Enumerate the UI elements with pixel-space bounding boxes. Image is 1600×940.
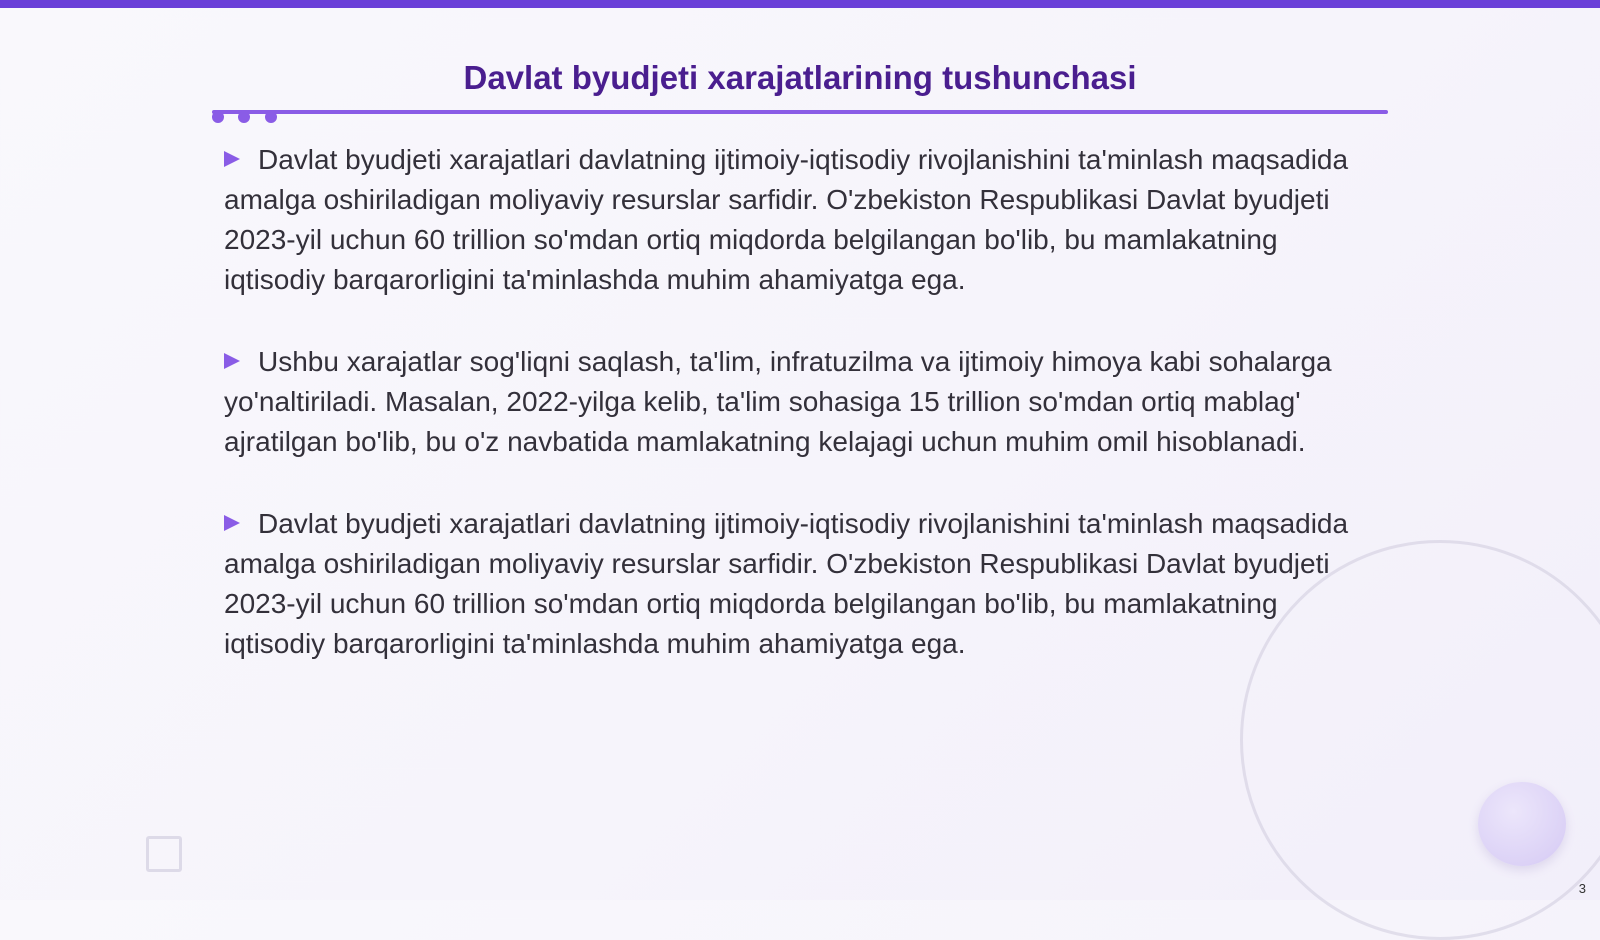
slide-body bbox=[224, 140, 1374, 706]
underline-dot bbox=[212, 111, 224, 123]
bullet-paragraph bbox=[224, 342, 1374, 462]
underline-dot bbox=[238, 111, 250, 123]
paragraph-text: Ushbu xarajatlar sog'liqni saqlash, ta'lim, infratuzilma va ijtimoiy himoya kabi sohalarga yo'naltiriladi. Masalan, 2022-yilga kelib, ta'lim sohasiga 15 trillion so'mdan ortiq mablag' ajratilgan bo'lib, bu o'z navbatida mamlakatning kelajagi uchun muhim omil hisoblanadi. bbox=[224, 346, 1332, 457]
bullet-paragraph bbox=[224, 140, 1374, 300]
bullet-paragraph bbox=[224, 504, 1374, 664]
slide-title: Davlat byudjeti xarajatlarining tushunchasi bbox=[463, 59, 1137, 96]
decorative-square bbox=[146, 836, 182, 872]
underline-dot bbox=[265, 111, 277, 123]
triangle-right-icon bbox=[224, 515, 240, 531]
paragraph-text: Davlat byudjeti xarajatlari davlatning ijtimoiy-iqtisodiy rivojlanishini ta'minlash maqsadida amalga oshiriladigan moliyaviy resurslar sarfidir. O'zbekiston Respublikasi Davlat byudjeti 2023-yil uchun 60 trillion so'mdan ortiq miqdorda belgilangan bo'lib, bu mamlakatning iqtisodiy barqarorligini ta'minlashda muhim ahamiyatga ega. bbox=[224, 144, 1349, 295]
page-number: 3 bbox=[1578, 881, 1586, 896]
triangle-right-icon bbox=[224, 151, 240, 167]
decorative-circle bbox=[1478, 782, 1566, 866]
top-accent-bar bbox=[0, 0, 1600, 8]
paragraph-text: Davlat byudjeti xarajatlari davlatning ijtimoiy-iqtisodiy rivojlanishini ta'minlash maqsadida amalga oshiriladigan moliyaviy resurslar sarfidir. O'zbekiston Respublikasi Davlat byudjeti 2023-yil uchun 60 trillion so'mdan ortiq miqdorda belgilangan bo'lib, bu mamlakatning iqtisodiy barqarorligini ta'minlashda muhim ahamiyatga ega. bbox=[224, 508, 1349, 659]
triangle-right-icon bbox=[224, 353, 240, 369]
title-underline bbox=[212, 110, 1388, 114]
